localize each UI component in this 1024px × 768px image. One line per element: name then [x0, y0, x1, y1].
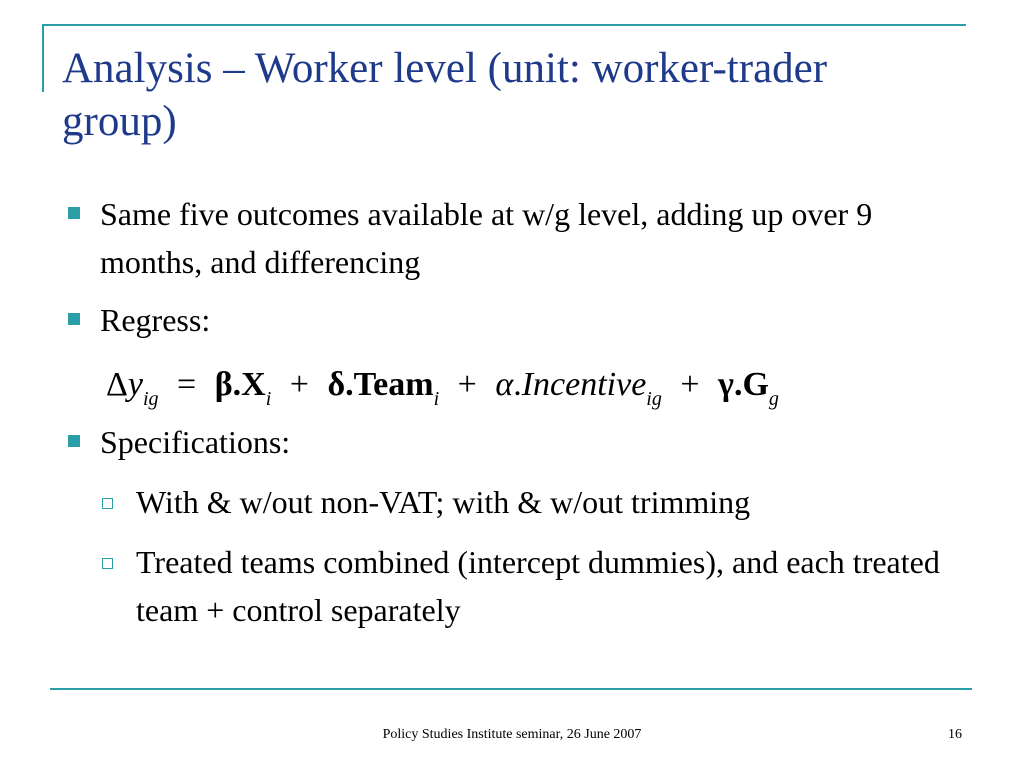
- eq-equals: =: [177, 366, 197, 403]
- eq-dot: .: [733, 366, 743, 403]
- eq-team-sub: i: [433, 388, 440, 410]
- hollow-square-bullet-icon: [102, 498, 113, 509]
- eq-g-sub: g: [768, 388, 779, 410]
- eq-incentive: Incentive: [521, 366, 647, 403]
- eq-plus: +: [680, 366, 700, 403]
- bullet-text: Same five outcomes available at w/g level, adding up over 9 months, and differencing: [100, 196, 873, 280]
- eq-incentive-sub: ig: [646, 388, 662, 410]
- eq-y-sub: ig: [142, 388, 159, 410]
- bullet-regress: [62, 296, 982, 344]
- eq-dot: .: [232, 366, 242, 403]
- bullet-text: Specifications:: [100, 424, 291, 460]
- eq-y: y: [127, 366, 143, 403]
- eq-gamma: γ: [718, 366, 734, 403]
- eq-g: G: [742, 366, 769, 403]
- page-number: 16: [948, 727, 962, 742]
- regression-equation: [106, 358, 982, 412]
- bullet-specifications: [62, 418, 982, 466]
- eq-x-sub: i: [265, 388, 272, 410]
- sub-bullet-text: With & w/out non-VAT; with & w/out trimming: [136, 484, 751, 520]
- frame-top-rule: [42, 24, 966, 26]
- eq-plus: +: [457, 366, 477, 403]
- eq-x: X: [241, 366, 266, 403]
- eq-delta: Δ: [106, 366, 128, 403]
- square-bullet-icon: [68, 313, 80, 325]
- eq-dot: .: [345, 366, 354, 403]
- sub-bullet-text: Treated teams combined (intercept dummies), and each treated team + control separately: [136, 544, 940, 628]
- slide-content: [62, 190, 982, 634]
- eq-delta2: δ: [327, 366, 346, 403]
- bullet-text: Regress:: [100, 302, 211, 338]
- footer-text: Policy Studies Institute seminar, 26 June 2007: [382, 727, 642, 742]
- square-bullet-icon: [68, 435, 80, 447]
- eq-alpha: α: [495, 366, 514, 403]
- sub-bullet-nonvat: [62, 478, 982, 526]
- sub-bullet-treated-teams: [62, 538, 982, 634]
- hollow-square-bullet-icon: [102, 558, 113, 569]
- square-bullet-icon: [68, 207, 80, 219]
- eq-team: Team: [353, 366, 434, 403]
- footer-rule: [50, 688, 972, 690]
- eq-beta: β: [214, 366, 233, 403]
- frame-left-rule: [42, 24, 44, 92]
- eq-dot: .: [513, 366, 522, 403]
- bullet-outcomes: [62, 190, 982, 286]
- eq-plus: +: [289, 366, 309, 403]
- slide-title: Analysis – Worker level (unit: worker-trader group): [62, 45, 828, 145]
